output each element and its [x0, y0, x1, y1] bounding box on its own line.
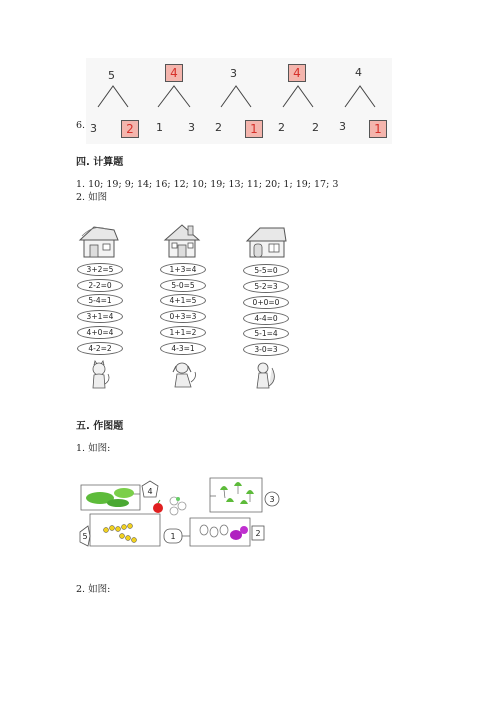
- tree-top-5: 4: [355, 66, 362, 79]
- tree-top-2-answer: 4: [165, 64, 183, 82]
- tree-bottom-5-left: 3: [339, 120, 346, 133]
- equation-oval: 5-5=0: [243, 264, 289, 277]
- equation-oval: 5-1=4: [243, 327, 289, 340]
- tree-bottom-4-left: 2: [278, 121, 285, 134]
- label-2: 2: [255, 529, 261, 538]
- question-number: 6.: [76, 120, 86, 131]
- tree-top-3: 3: [230, 67, 237, 80]
- apple-icon: [153, 503, 163, 513]
- leaf-shape: [114, 488, 134, 498]
- section-5-title: 五. 作图题: [76, 421, 124, 432]
- label-3: 3: [269, 495, 275, 504]
- tree-top-1: 5: [108, 69, 115, 82]
- equation-oval: 4-3=1: [160, 342, 206, 355]
- question-5-2-label: 2. 如图:: [76, 584, 111, 595]
- question-5-1-label: 1. 如图:: [76, 443, 111, 454]
- equation-oval: 5-2=3: [243, 280, 289, 293]
- purple-balloon: [230, 530, 242, 540]
- equation-oval: 3-0=3: [243, 343, 289, 356]
- tree-bottom-3-left: 2: [215, 121, 222, 134]
- label-1: 1: [170, 532, 176, 541]
- section-4-title: 四. 计算题: [76, 157, 124, 168]
- answer-1-line: 1. 10; 19; 9; 14; 16; 12; 10; 19; 13; 11; 20; 1; 19; 17; 3: [76, 179, 339, 190]
- equation-oval: 1+3=4: [160, 263, 206, 276]
- equation-oval: 4-2=2: [77, 342, 123, 355]
- equation-oval: 4-4=0: [243, 312, 289, 325]
- answer-2-line: 2. 如图: [76, 192, 108, 203]
- equation-oval: 0+0=0: [243, 296, 289, 309]
- dog-icon: [170, 360, 198, 392]
- equation-oval: 3+2=5: [77, 263, 123, 276]
- tree-bottom-2-right: 3: [188, 121, 195, 134]
- tree-bottom-4-right: 2: [312, 121, 319, 134]
- tree-top-4-answer: 4: [288, 64, 306, 82]
- equation-oval: 1+1=2: [160, 326, 206, 339]
- equation-oval: 5-4=1: [77, 294, 123, 307]
- leaf-shape: [107, 499, 129, 507]
- house-icon: [244, 224, 288, 260]
- label-4: 4: [147, 487, 153, 496]
- equation-oval: 4+1=5: [160, 294, 206, 307]
- house-icon: [76, 224, 120, 260]
- tree-bottom-1-left: 3: [90, 122, 97, 135]
- cat-icon: [86, 360, 112, 392]
- equation-oval: 2-2=0: [77, 279, 123, 292]
- equation-oval: 3+1=4: [77, 310, 123, 323]
- house-icon: [162, 222, 202, 260]
- equation-oval: 0+3=3: [160, 310, 206, 323]
- tree-bottom-2-left: 1: [156, 121, 163, 134]
- tree-bottom-1-right-answer: 2: [121, 120, 139, 138]
- equation-oval: 5-0=5: [160, 279, 206, 292]
- equation-oval: 4+0=4: [77, 326, 123, 339]
- label-5: 5: [82, 532, 88, 541]
- squirrel-icon: [252, 360, 278, 392]
- matching-drawing: [76, 474, 286, 554]
- tree-bottom-3-right-answer: 1: [245, 120, 263, 138]
- tree-bottom-5-right-answer: 1: [369, 120, 387, 138]
